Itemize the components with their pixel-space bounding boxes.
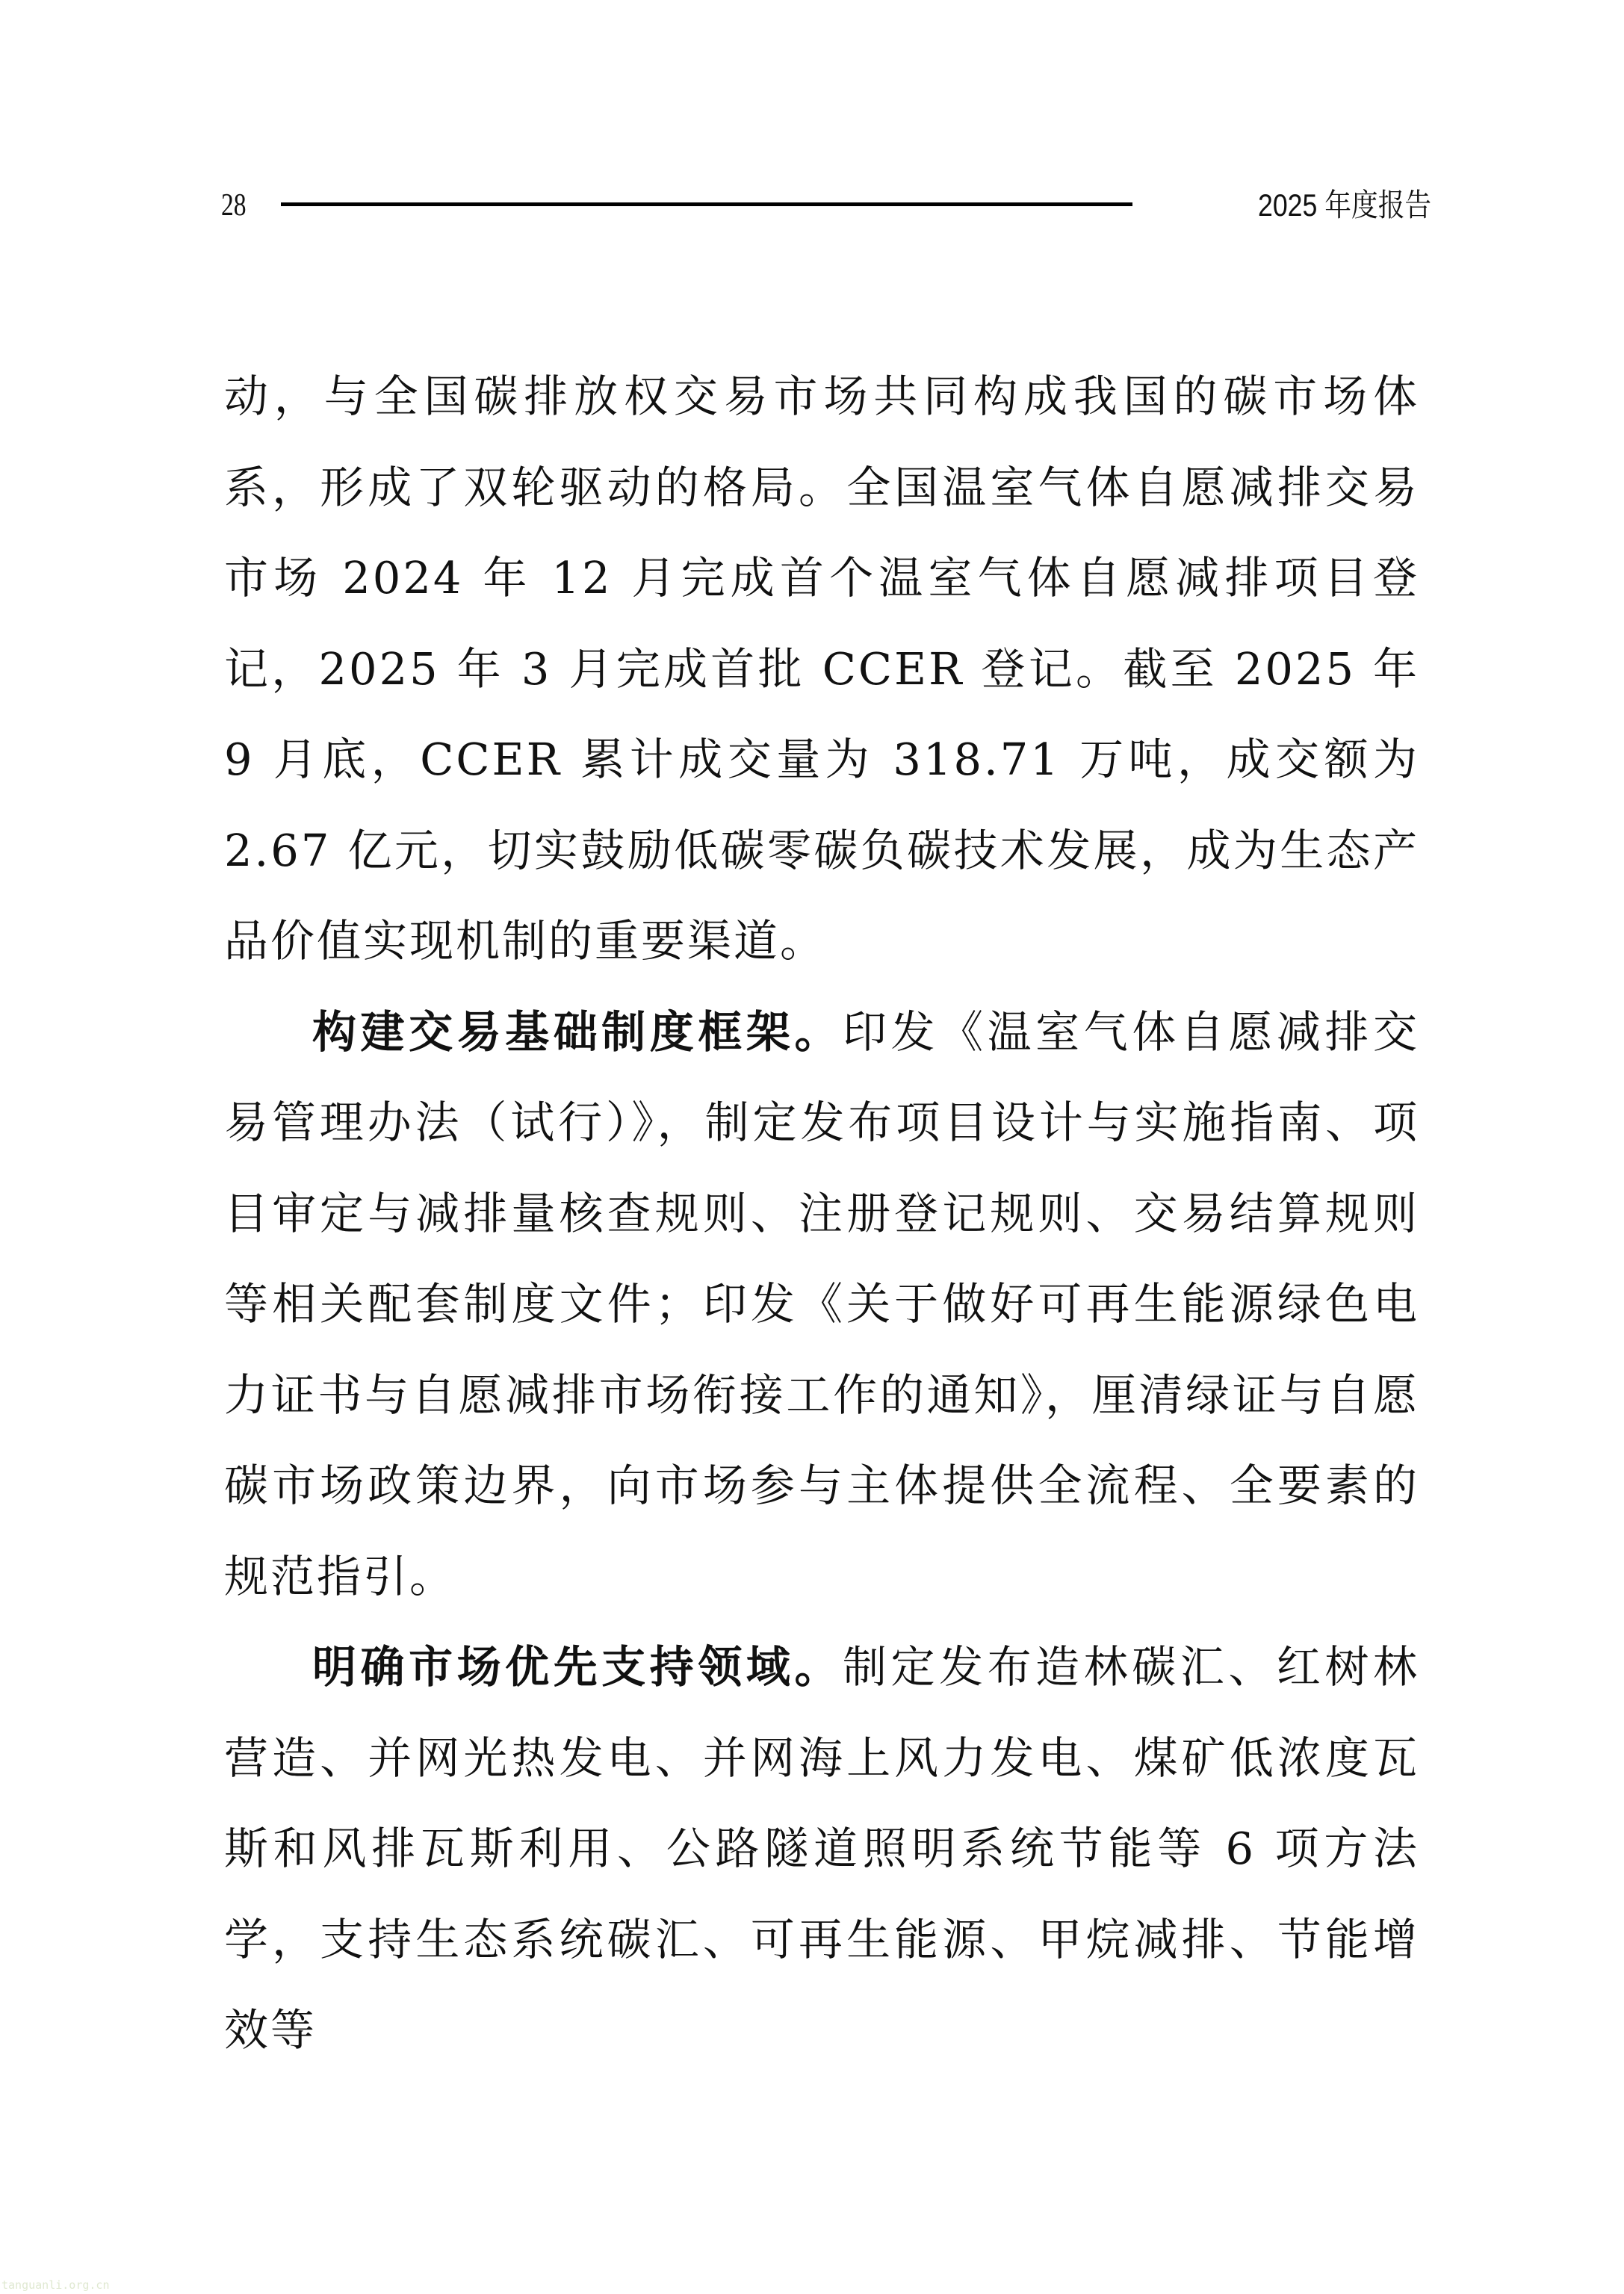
paragraph-3 [224, 1622, 1419, 2076]
report-title: 2025 年度报告 [1257, 187, 1431, 223]
page-number: 28 [221, 188, 247, 223]
paragraph-2 [224, 987, 1419, 1622]
page-header [221, 183, 1431, 228]
paragraph-lead: 构建交易基础制度框架。 [312, 1005, 843, 1058]
paragraph-1 [224, 351, 1419, 987]
body-text [224, 351, 1419, 2076]
paragraph-text: 制定发布造林碳汇、红树林营造、并网光热发电、并网海上风力发电、煤矿低浓度瓦斯和风排瓦斯利用、公路隧道照明系统节能等 6 项方法学，支持生态系统碳汇、可再生能源、甲烷减排、节能增效等 [224, 1641, 1419, 2056]
paragraph-text: 印发《温室气体自愿减排交易管理办法（试行）》，制定发布项目设计与实施指南、项目审定与减排量核查规则、注册登记规则、交易结算规则等相关配套制度文件；印发《关于做好可再生能源绿色电力证书与自愿减排市场衔接工作的通知》，厘清绿证与自愿碳市场政策边界，向市场参与主体提供全流程、全要素的规范指引。 [224, 1005, 1419, 1602]
paragraph-lead: 明确市场优先支持领域。 [312, 1641, 843, 1693]
header-rule [281, 202, 1132, 206]
paragraph-text: 动，与全国碳排放权交易市场共同构成我国的碳市场体系，形成了双轮驱动的格局。全国温室气体自愿减排交易市场 2024 年 12 月完成首个温室气体自愿减排项目登记，2025 年 3 月完成首批 CCER 登记。截至 2025 年 9 月底，CCER 累计成交量为 318.71 万吨，成交额为 2.67 亿元，切实鼓励低碳零碳负碳技术发展，成为生态产品价值实现机制的重要渠道。 [224, 371, 1419, 967]
watermark: tanguanli.org.cn [1, 2278, 110, 2292]
